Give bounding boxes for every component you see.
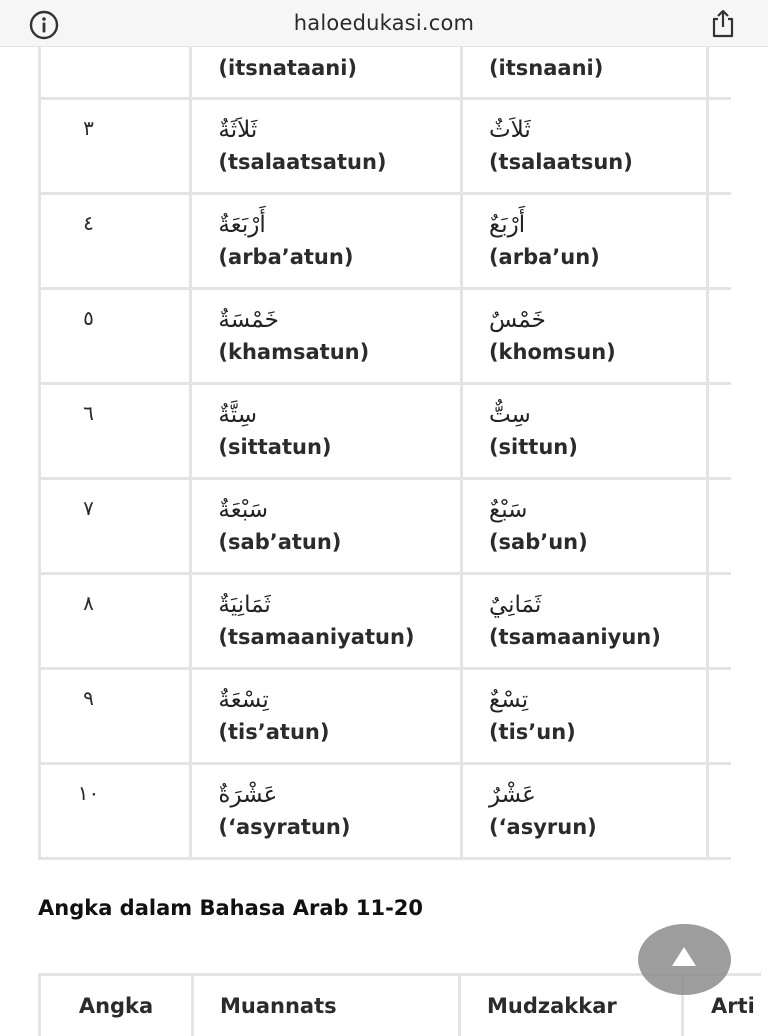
header-arti: Arti xyxy=(683,975,762,1036)
cell-arti xyxy=(708,574,731,669)
scroll-to-top-button[interactable] xyxy=(638,924,731,995)
cell-num xyxy=(40,194,191,289)
mudzakkar-latin: (sab’un) xyxy=(489,527,706,557)
cell-muannats xyxy=(191,289,462,384)
cell-mudzakkar xyxy=(461,479,707,574)
muannats-latin: (arba’atun) xyxy=(218,242,460,272)
mudzakkar-arabic: عَشْرٌ xyxy=(489,765,706,812)
cell-mudzakkar xyxy=(461,574,707,669)
number-label: ٤ xyxy=(41,195,136,235)
url-domain[interactable]: haloedukasi.com xyxy=(0,11,768,35)
share-icon[interactable] xyxy=(708,8,738,40)
cell-num xyxy=(40,669,191,764)
number-label: ١٠ xyxy=(41,765,136,805)
muannats-latin: (sittatun) xyxy=(218,432,460,462)
muannats-arabic: ثَمَانِيَةٌ xyxy=(218,575,460,622)
number-label: ٦ xyxy=(41,385,136,425)
header-angka: Angka xyxy=(40,975,193,1036)
cell-mudzakkar xyxy=(461,764,707,859)
cell-muannats xyxy=(191,479,462,574)
muannats-latin: (tis’atun) xyxy=(218,717,460,747)
cell-muannats xyxy=(191,574,462,669)
mudzakkar-arabic: أَرْبَعٌ xyxy=(489,195,706,242)
mudzakkar-arabic: ثَلاَثٌ xyxy=(489,100,706,147)
cell-mudzakkar xyxy=(461,289,707,384)
cell-muannats xyxy=(191,669,462,764)
muannats-latin: (tsalaatsatun) xyxy=(218,147,460,177)
cell-arti xyxy=(708,479,731,574)
table-row xyxy=(40,669,732,764)
cell-arti xyxy=(708,194,731,289)
cell-muannats xyxy=(191,46,462,99)
cell-num xyxy=(40,764,191,859)
mudzakkar-arabic: تِسْعٌ xyxy=(489,670,706,717)
muannats-arabic: ثَلاَثَةٌ xyxy=(218,100,460,147)
number-label: ٨ xyxy=(41,575,136,615)
numbers-table-1-10 xyxy=(38,44,731,860)
muannats-latin: (‘asyratun) xyxy=(218,812,460,842)
cell-mudzakkar xyxy=(461,669,707,764)
browser-top-bar xyxy=(0,0,768,47)
muannats-arabic: عَشْرَةٌ xyxy=(218,765,460,812)
mudzakkar-latin: (‘asyrun) xyxy=(489,812,706,842)
mudzakkar-arabic: سَبْعٌ xyxy=(489,480,706,527)
mudzakkar-latin: (arba’un) xyxy=(489,242,706,272)
mudzakkar-latin: (sittun) xyxy=(489,432,706,462)
muannats-arabic: أَرْبَعَةٌ xyxy=(218,195,460,242)
cell-arti xyxy=(708,764,731,859)
mudzakkar-latin: (tis’un) xyxy=(489,717,706,747)
muannats-arabic: سَبْعَةٌ xyxy=(218,480,460,527)
cell-muannats xyxy=(191,384,462,479)
mudzakkar-arabic: خَمْسٌ xyxy=(489,290,706,337)
cell-arti xyxy=(708,46,731,99)
cell-muannats xyxy=(191,99,462,194)
arrow-up-icon xyxy=(672,947,696,966)
mudzakkar-latin: (itsnaani) xyxy=(489,47,706,83)
cell-muannats xyxy=(191,764,462,859)
muannats-latin: (khamsatun) xyxy=(218,337,460,367)
cell-num xyxy=(40,46,191,99)
cell-num xyxy=(40,99,191,194)
cell-muannats xyxy=(191,194,462,289)
section-heading: Angka dalam Bahasa Arab 11-20 xyxy=(38,896,423,920)
mudzakkar-latin: (tsamaaniyun) xyxy=(489,622,706,652)
number-label: ٧ xyxy=(41,480,136,520)
cell-arti xyxy=(708,99,731,194)
muannats-arabic: تِسْعَةٌ xyxy=(218,670,460,717)
cell-mudzakkar xyxy=(461,46,707,99)
mudzakkar-latin: (khomsun) xyxy=(489,337,706,367)
muannats-latin: (sab’atun) xyxy=(218,527,460,557)
table-row xyxy=(40,289,732,384)
muannats-arabic: سِتَّةٌ xyxy=(218,385,460,432)
header-mudzakkar: Mudzakkar xyxy=(460,975,683,1036)
header-muannats: Muannats xyxy=(193,975,460,1036)
cell-mudzakkar xyxy=(461,384,707,479)
table-row xyxy=(40,574,732,669)
cell-mudzakkar xyxy=(461,194,707,289)
number-label: ٣ xyxy=(41,100,136,140)
mudzakkar-arabic: سِتٌّ xyxy=(489,385,706,432)
muannats-arabic: خَمْسَةٌ xyxy=(218,290,460,337)
number-label: ٩ xyxy=(41,670,136,710)
cell-num xyxy=(40,384,191,479)
numbers-table-body xyxy=(40,46,732,859)
mudzakkar-arabic: ثَمَانِيٌ xyxy=(489,575,706,622)
cell-arti xyxy=(708,384,731,479)
table-row xyxy=(40,479,732,574)
cell-num xyxy=(40,479,191,574)
muannats-latin: (tsamaaniyatun) xyxy=(218,622,460,652)
table-row xyxy=(40,384,732,479)
table-row xyxy=(40,194,732,289)
table-row xyxy=(40,99,732,194)
cell-arti xyxy=(708,289,731,384)
cell-num xyxy=(40,574,191,669)
mudzakkar-latin: (tsalaatsun) xyxy=(489,147,706,177)
cell-mudzakkar xyxy=(461,99,707,194)
muannats-latin: (itsnataani) xyxy=(218,47,460,83)
table-row xyxy=(40,764,732,859)
cell-num xyxy=(40,289,191,384)
table-row xyxy=(40,46,732,99)
cell-arti xyxy=(708,669,731,764)
number-label: ٥ xyxy=(41,290,136,330)
